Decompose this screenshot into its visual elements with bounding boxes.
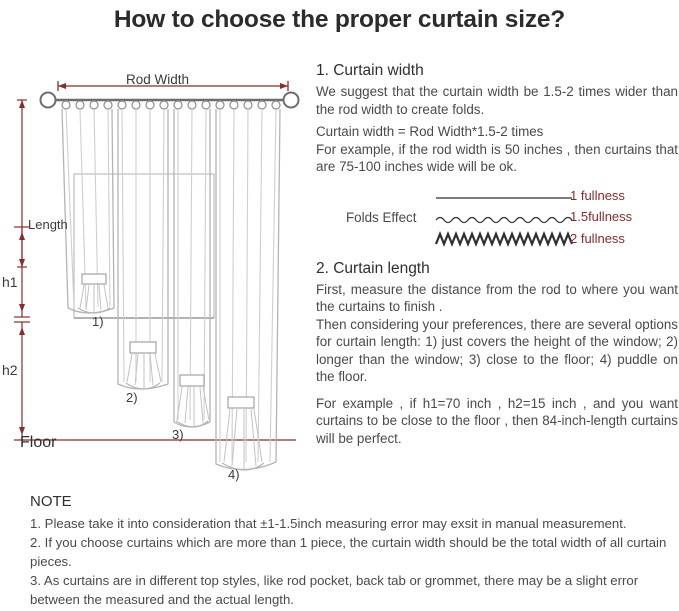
fold-option-1: 1 fullness xyxy=(570,187,625,203)
curtain-diagram-svg xyxy=(0,52,312,492)
label-h1: h1 xyxy=(2,274,18,290)
label-h2: h2 xyxy=(2,362,18,378)
folds-effect-block xyxy=(316,188,678,250)
marker-2: 2) xyxy=(126,390,138,405)
note-line-1: 1. Please take it into consideration that ±1-1.5inch measuring error may exsit in manual measurement. xyxy=(30,516,627,531)
note-block xyxy=(30,493,670,609)
curtain-width-formula: Curtain width = Rod Width*1.5-2 times xyxy=(316,124,544,139)
curtain-length-paragraph-2: Then considering your preferences, there are several options for curtain length: 1) just covers the height of the window; 2) longer than the window; 3) close to the floor; 4) puddle on the floor. xyxy=(316,316,678,384)
page-title: How to choose the proper curtain size? xyxy=(113,6,566,33)
curtain-width-example: For example, if the rod width is 50 inches , then curtains that are 75-100 inches wide will be ok. xyxy=(316,141,678,174)
label-floor: Floor xyxy=(20,434,57,451)
curtain-width-paragraph-1: We suggest that the curtain width be 1.5-2 times wider than the rod width to create folds. xyxy=(316,84,678,117)
note-line-2: 2. If you choose curtains which are more than 1 piece, the curtain width should be the total width of all curtain pieces. xyxy=(30,535,667,569)
note-title: NOTE xyxy=(30,493,72,510)
section-heading-curtain-width: 1. Curtain width xyxy=(316,62,424,79)
folds-effect-label: Folds Effect xyxy=(346,209,417,225)
curtain-length-example: For example , if h1=70 inch , h2=15 inch , and you want curtains to be close to the floor , then 84-inch-length curtains will be perfect. xyxy=(316,395,678,446)
curtain-diagram xyxy=(0,52,312,492)
marker-4: 4) xyxy=(228,467,240,482)
instructions-column xyxy=(316,62,678,447)
curtain-length-paragraph-1: First, measure the distance from the rod to where you want the curtains to finish . xyxy=(316,281,678,314)
folds-effect-waves xyxy=(434,188,574,248)
marker-3: 3) xyxy=(172,427,184,442)
marker-1: 1) xyxy=(92,314,104,329)
note-line-3: 3. As curtains are in different top styles, like rod pocket, back tab or grommet, there may be a slight error between the measured and the actual length. xyxy=(30,573,639,607)
label-length: Length xyxy=(28,217,68,232)
label-rod-width: Rod Width xyxy=(126,72,190,87)
fold-option-2: 1.5fullness xyxy=(570,208,633,224)
section-heading-curtain-length: 2. Curtain length xyxy=(316,259,430,277)
fold-option-3: 2 fullness xyxy=(570,230,625,246)
